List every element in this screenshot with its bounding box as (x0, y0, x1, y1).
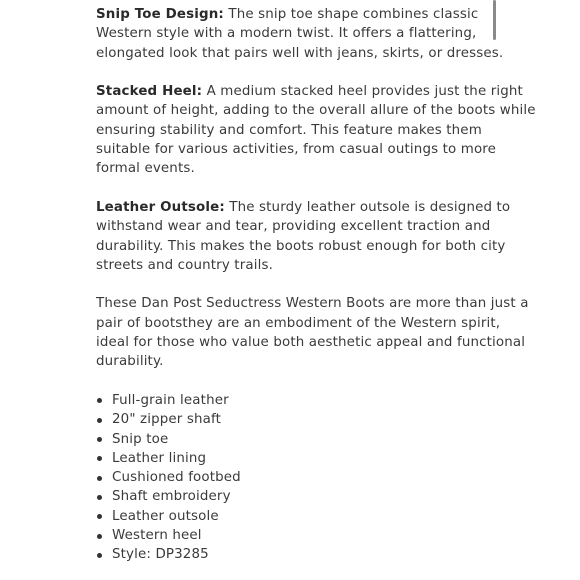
bullet-icon (97, 495, 102, 500)
list-item (96, 391, 536, 410)
summary-paragraph: These Dan Post Seductress Western Boots are more than just a pair of bootsthey are an embodiment of the Western spirit, ideal for those who value both aesthetic appeal and functional durability. (96, 296, 529, 370)
feature-text: Leather lining (112, 450, 207, 466)
bullet-icon (97, 534, 102, 539)
feature-text: 20" zipper shaft (112, 412, 222, 428)
feature-text: Snip toe (112, 431, 169, 447)
stacked-heel-text: A medium stacked heel provides just the right amount of height, adding to the overall allure of the boots while ensuring stability and comfort. This feature makes them suitable for various activities, from casual outings to more formal events. (96, 84, 536, 177)
stacked-heel-heading: Stacked Heel: (96, 84, 203, 100)
snip-toe-text: The snip toe shape combines classic Western style with a modern twist. It offers a flattering, elongated look that pairs well with jeans, skirts, or dresses. (96, 7, 504, 61)
bullet-icon (97, 398, 102, 403)
leather-outsole-heading: Leather Outsole: (96, 199, 225, 215)
list-item (96, 545, 536, 564)
bullet-icon (97, 476, 102, 481)
list-item (96, 468, 536, 487)
leather-outsole-text: The sturdy leather outsole is designed to withstand wear and tear, providing excellent traction and durability. This makes the boots robust enough for both city streets and country trails. (96, 199, 511, 273)
snip-toe-paragraph (96, 5, 536, 63)
bullet-icon (97, 553, 102, 558)
bullet-icon (97, 418, 102, 423)
feature-text: Cushioned footbed (112, 470, 241, 486)
bullet-icon (97, 437, 102, 442)
feature-text: Leather outsole (112, 508, 219, 524)
list-item (96, 526, 536, 545)
feature-text: Shaft embroidery (112, 489, 231, 505)
feature-text: Full-grain leather (112, 392, 229, 408)
bullet-icon (97, 456, 102, 461)
list-item (96, 487, 536, 506)
list-item (96, 449, 536, 468)
product-description (96, 5, 536, 565)
list-item (96, 507, 536, 526)
feature-text: Western heel (112, 528, 202, 544)
snip-toe-heading: Snip Toe Design: (96, 7, 224, 22)
bullet-icon (97, 514, 102, 519)
feature-text: Style: DP3285 (112, 547, 209, 563)
list-item (96, 410, 536, 429)
stacked-heel-paragraph (96, 82, 536, 178)
list-item (96, 430, 536, 449)
feature-list (96, 391, 536, 565)
leather-outsole-paragraph (96, 198, 536, 275)
